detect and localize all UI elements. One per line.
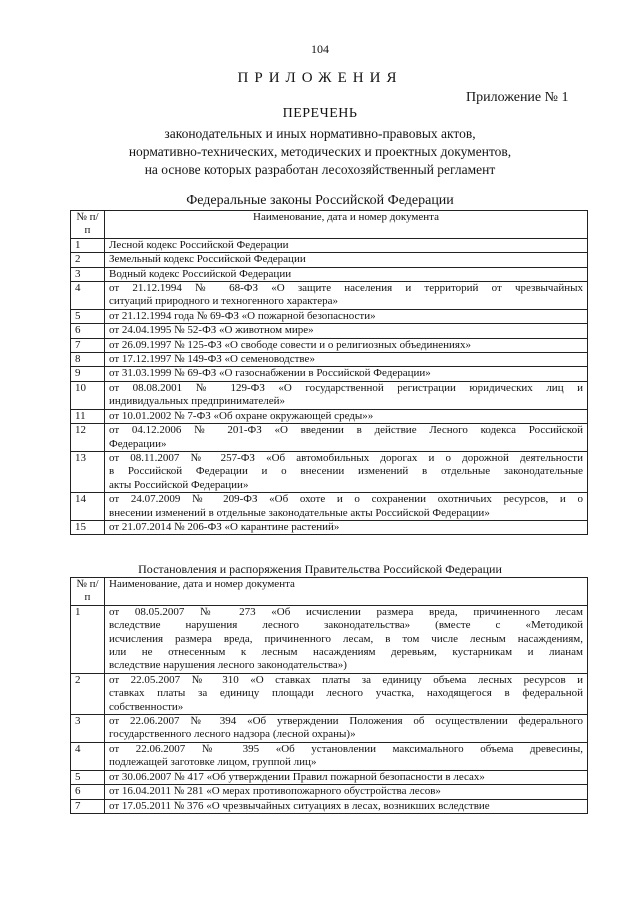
- document-name-line: от 31.03.1999 № 69-ФЗ «О газоснабжении в Российской Федерации»: [109, 367, 431, 380]
- document-name: [105, 324, 588, 338]
- table-row: [71, 324, 588, 338]
- table-row: [71, 238, 588, 252]
- document-name: [105, 673, 588, 714]
- table-row: [71, 309, 588, 323]
- row-number: 7: [71, 799, 105, 813]
- document-name-line: государственного лесного надзора (лесной охраны)»: [109, 728, 356, 741]
- document-name-line: от 08.05.2007 № 273 «Об исчислении размера вреда, причиненного лесам: [109, 605, 583, 618]
- list-subtitle-line: законодательных и иных нормативно-правовых актов,: [164, 126, 476, 141]
- document-name-line: Лесной кодекс Российской Федерации: [109, 238, 289, 251]
- document-name-line: от 21.12.1994 года № 69-ФЗ «О пожарной безопасности»: [109, 309, 376, 322]
- table-row: [71, 605, 588, 673]
- row-number: 5: [71, 770, 105, 784]
- table-row: [71, 253, 588, 267]
- row-number: 1: [71, 238, 105, 252]
- document-name-line: или не отнесенным к лесным насаждениям деревьям, кустарникам и лианам: [109, 646, 583, 659]
- document-name-line: внесении изменений в отдельные законодательные акты Российской Федерации»: [109, 506, 490, 519]
- table-row: [71, 673, 588, 714]
- page-number: 104: [311, 42, 329, 56]
- document-name-line: индивидуальных предпринимателей»: [109, 395, 285, 408]
- appendix-title: ПРИЛОЖЕНИЯ: [237, 70, 403, 86]
- table-row: [71, 367, 588, 381]
- table-row: [71, 381, 588, 409]
- document-name-line: в Российской Федерации и о внесении изменений в отдельные законодательные: [109, 465, 583, 478]
- row-number: 9: [71, 367, 105, 381]
- list-heading: ПЕРЕЧЕНЬ: [282, 106, 358, 121]
- document-name-line: от 30.06.2007 № 417 «Об утверждении Правил пожарной безопасности в лесах»: [109, 770, 485, 783]
- document-name-line: ставках платы за единицу площади лесного участка, находящегося в федеральной: [109, 687, 583, 700]
- table-row: [71, 520, 588, 534]
- document-name: [105, 715, 588, 743]
- table-row: [71, 267, 588, 281]
- document-name-line: от 22.06.2007 № 395 «Об установлении максимального объема древесины,: [109, 742, 583, 755]
- row-number: 12: [71, 424, 105, 452]
- row-number: 5: [71, 309, 105, 323]
- document-name-line: от 17.12.1997 № 149-ФЗ «О семеноводстве»: [109, 353, 315, 366]
- row-number: 3: [71, 715, 105, 743]
- table-row: [71, 409, 588, 423]
- row-number: 2: [71, 673, 105, 714]
- table-row: [71, 451, 588, 492]
- document-name: [105, 409, 588, 423]
- table-row: [71, 770, 588, 784]
- document-name: [105, 451, 588, 492]
- document-name: [105, 770, 588, 784]
- row-number: 10: [71, 381, 105, 409]
- federal-laws-table: [70, 210, 588, 535]
- row-number: 7: [71, 338, 105, 352]
- document-name-line: от 22.06.2007 № 394 «Об утверждении Положения об осуществлении федерального: [109, 715, 583, 728]
- table-row: [71, 424, 588, 452]
- row-number: 13: [71, 451, 105, 492]
- document-name-line: подлежащей заготовке лицом, группой лиц»: [109, 756, 317, 769]
- document-name: [105, 282, 588, 310]
- document-name: [105, 267, 588, 281]
- document-name-line: собственности»: [109, 700, 184, 713]
- document-name-line: от 24.07.2009 № 209-ФЗ «Об охоте и о сохранении охотничьих ресурсов, и о: [109, 493, 583, 506]
- row-number: 3: [71, 267, 105, 281]
- document-name: [105, 424, 588, 452]
- header-name: Наименование, дата и номер документа: [105, 578, 588, 606]
- document-name-line: Земельный кодекс Российской Федерации: [109, 253, 306, 266]
- document-name: [105, 493, 588, 521]
- document-name-line: от 08.08.2001 № 129-ФЗ «О государственной регистрации юридических лиц и: [109, 381, 583, 394]
- table-row: [71, 785, 588, 799]
- section-title-federal-laws: Федеральные законы Российской Федерации: [186, 193, 454, 208]
- row-number: 8: [71, 353, 105, 367]
- document-name: [105, 338, 588, 352]
- table-row: [71, 282, 588, 310]
- document-name-line: Водный кодекс Российской Федерации: [109, 267, 292, 280]
- table-row: [71, 338, 588, 352]
- table-row: [71, 493, 588, 521]
- document-name: [105, 605, 588, 673]
- row-number: 6: [71, 785, 105, 799]
- document-name: [105, 799, 588, 813]
- list-subtitle-line: на основе которых разработан лесохозяйственный регламент: [144, 162, 496, 177]
- government-decrees-table: [70, 577, 588, 814]
- document-name: [105, 367, 588, 381]
- document-name: [105, 520, 588, 534]
- document-name-line: акты Российской Федерации»: [109, 478, 249, 491]
- header-number: № п/п: [71, 211, 105, 239]
- document-name-line: от 17.05.2011 № 376 «О чрезвычайных ситуациях в лесах, возникших вследствие: [109, 799, 490, 812]
- document-name-line: от 16.04.2011 № 281 «О мерах противопожарного обустройства лесов»: [109, 785, 441, 798]
- table-row: [71, 799, 588, 813]
- row-number: 4: [71, 742, 105, 770]
- document-name-line: вследствие нарушения лесного законодательства» (вместе с «Методикой: [109, 619, 583, 632]
- document-name-line: от 26.09.1997 № 125-ФЗ «О свободе совести и о религиозных объединениях»: [109, 338, 471, 351]
- row-number: 2: [71, 253, 105, 267]
- row-number: 14: [71, 493, 105, 521]
- header-number: № п/п: [71, 578, 105, 606]
- row-number: 11: [71, 409, 105, 423]
- table-row: [71, 353, 588, 367]
- document-name-line: от 04.12.2006 № 201-ФЗ «О введении в действие Лесного кодекса Российской: [109, 424, 583, 437]
- document-name: [105, 381, 588, 409]
- table-header-row: [71, 578, 588, 606]
- document-name-line: от 10.01.2002 № 7-ФЗ «Об охране окружающей среды»»: [109, 409, 374, 422]
- document-name: [105, 742, 588, 770]
- table-header-row: [71, 211, 588, 239]
- document-name-line: от 22.05.2007 № 310 «О ставках платы за единицу объема лесных ресурсов и: [109, 673, 583, 686]
- row-number: 4: [71, 282, 105, 310]
- document-name: [105, 785, 588, 799]
- document-name: [105, 309, 588, 323]
- row-number: 6: [71, 324, 105, 338]
- document-name-line: вследствие нарушения лесного законодательства»): [109, 659, 347, 672]
- header-name: Наименование, дата и номер документа: [105, 211, 588, 239]
- row-number: 1: [71, 605, 105, 673]
- document-name-line: Федерации»: [109, 437, 167, 450]
- document-name: [105, 238, 588, 252]
- table-row: [71, 742, 588, 770]
- row-number: 15: [71, 520, 105, 534]
- appendix-number: Приложение № 1: [466, 90, 569, 105]
- document-name-line: от 08.11.2007 № 257-ФЗ «Об автомобильных дорогах и о дорожной деятельности: [109, 451, 583, 464]
- table-row: [71, 715, 588, 743]
- document-name: [105, 353, 588, 367]
- document-name: [105, 253, 588, 267]
- document-name-line: ситуаций природного и техногенного характера»: [109, 295, 338, 308]
- document-name-line: исчисления размера вреда, причиненного лесам, в том числе лесным насаждениям,: [109, 632, 583, 645]
- document-name-line: от 21.12.1994 № 68-ФЗ «О защите населения и территорий от чрезвычайных: [109, 282, 583, 295]
- section-title-government-decrees: Постановления и распоряжения Правительства Российской Федерации: [138, 562, 502, 576]
- list-subtitle-line: нормативно-технических, методических и проектных документов,: [128, 144, 512, 159]
- document-name-line: от 21.07.2014 № 206-ФЗ «О карантине растений»: [109, 520, 340, 533]
- document-name-line: от 24.04.1995 № 52-ФЗ «О животном мире»: [109, 324, 314, 337]
